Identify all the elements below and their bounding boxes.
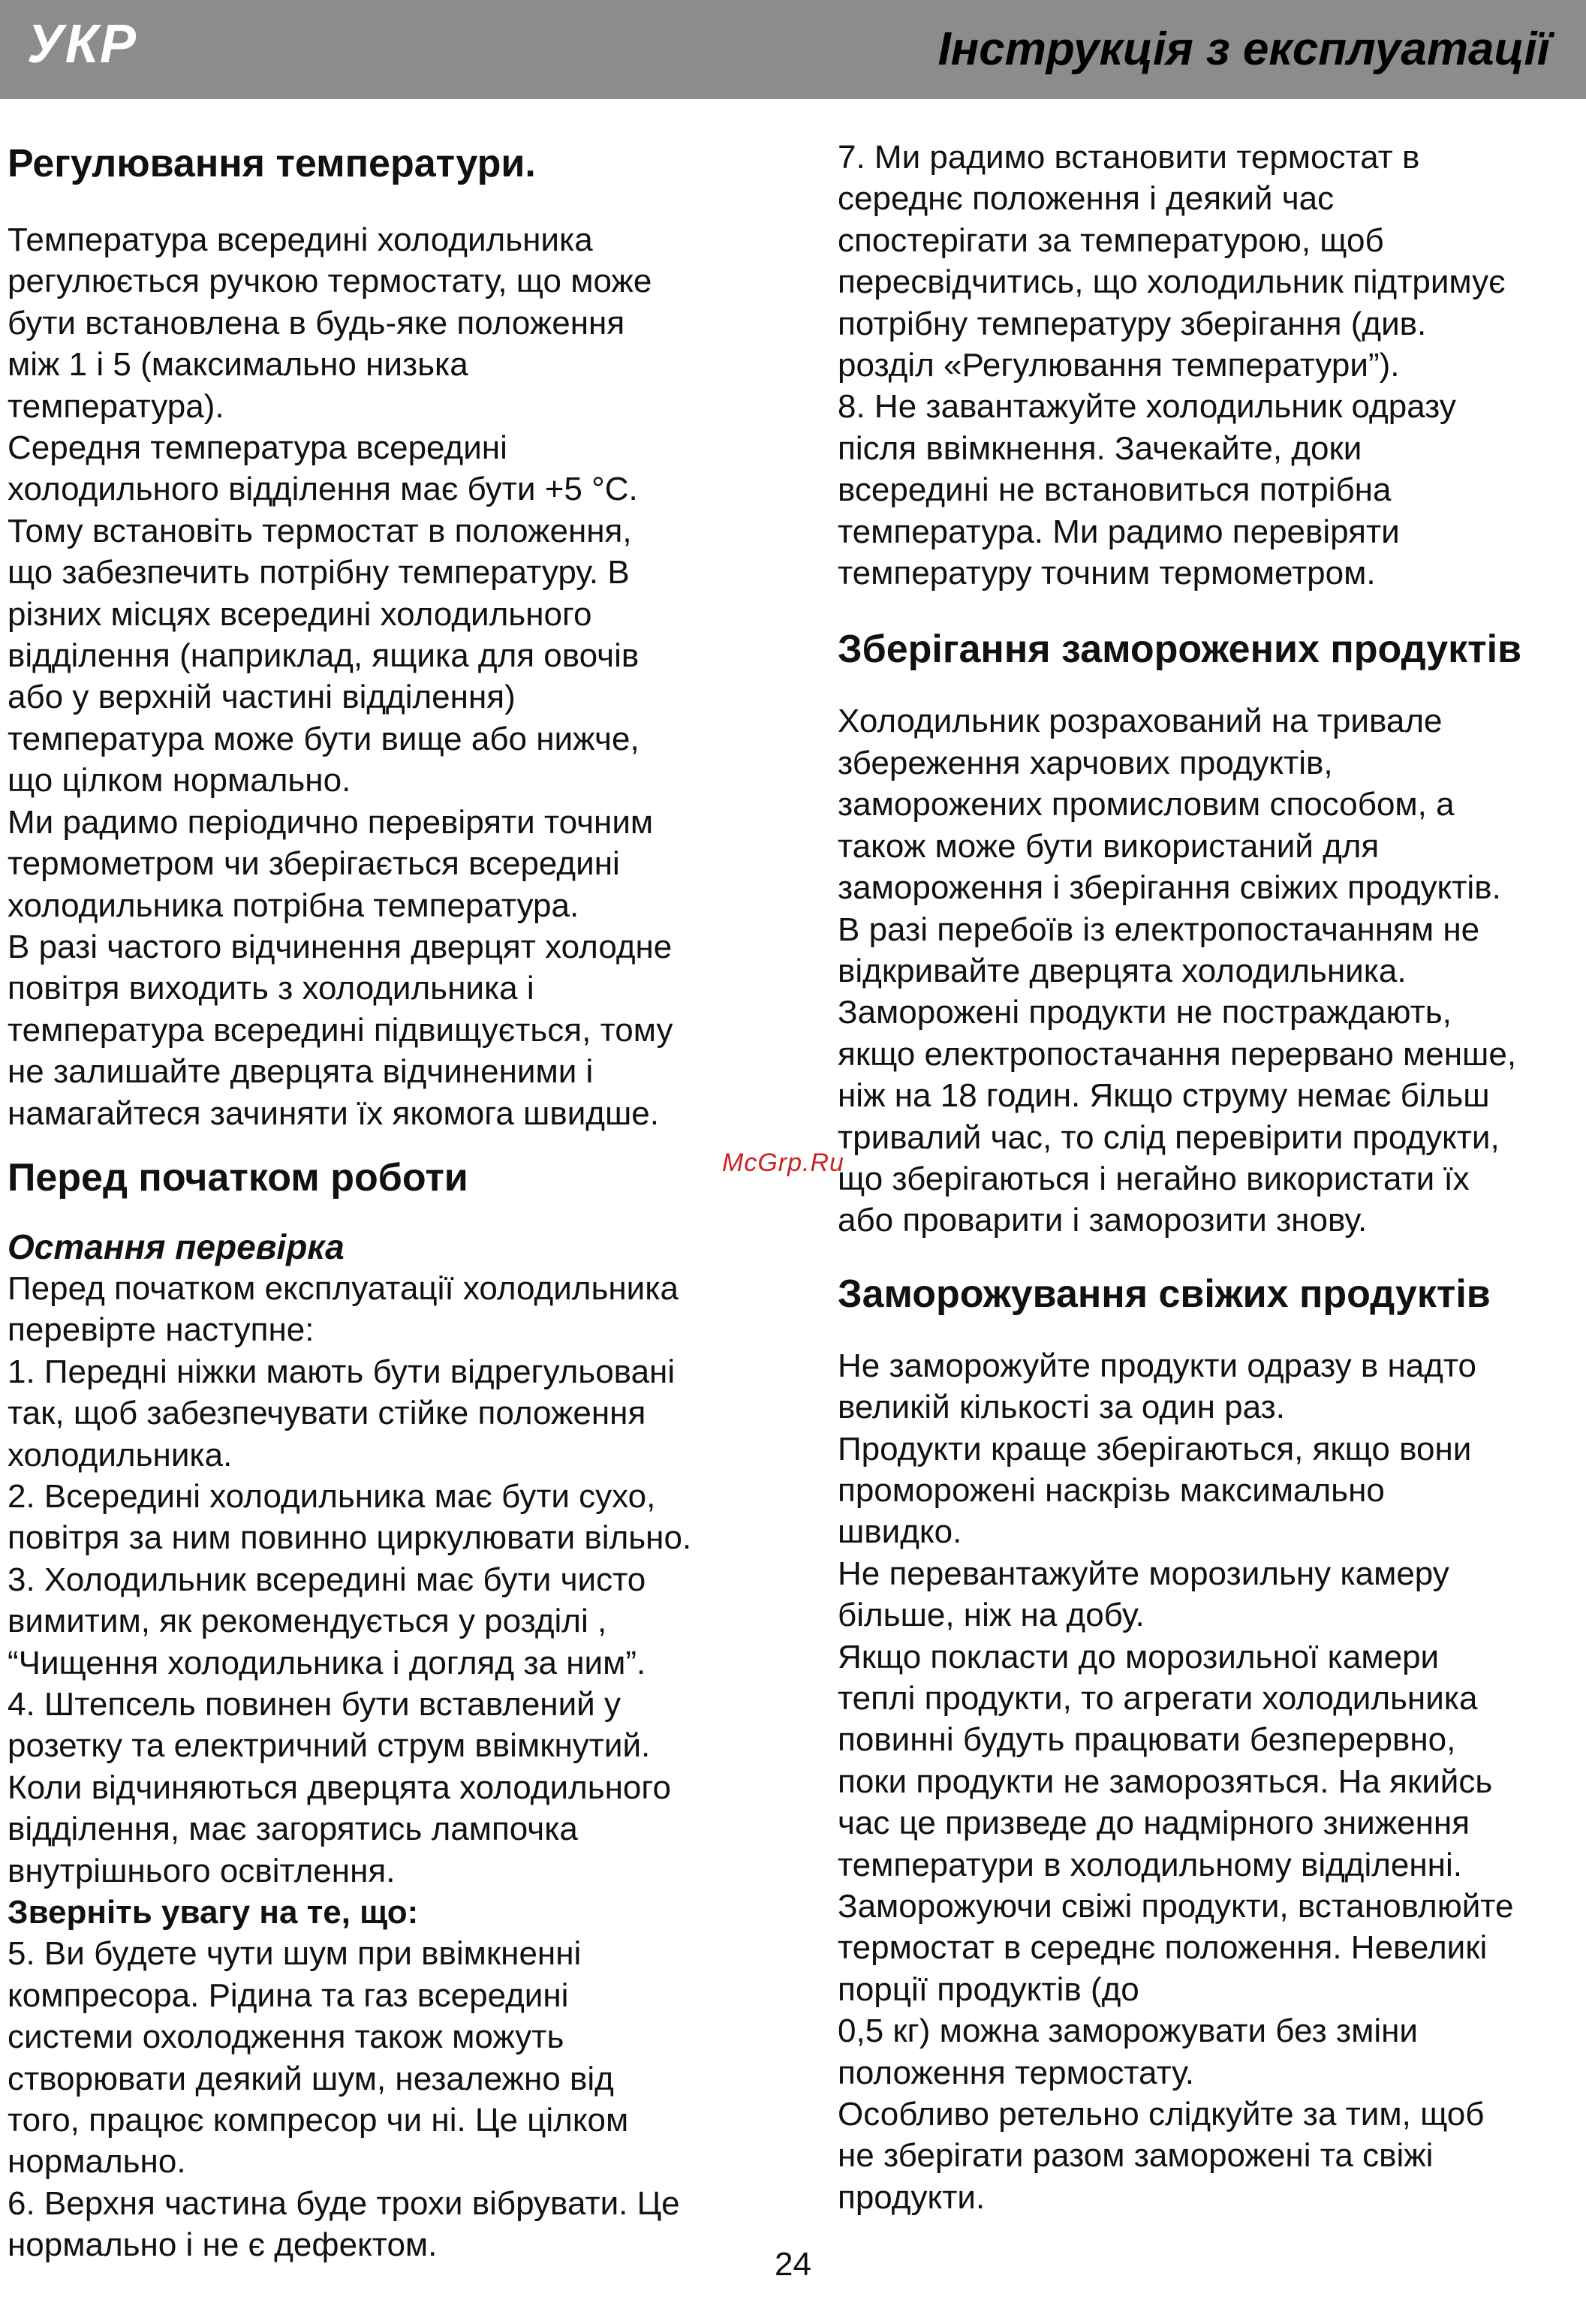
paragraph-frozen-storage: Холодильник розрахований на тривале збереження харчових продуктів, заморожених промисловим способом, а також може бути використаний для замороження і зберігання свіжих продуктів. В разі перебоїв із електропостачанням не відкривайте дверцята холодильника. Заморожені продукти не постраждають, якщо електропостачання перервано менше, ніж на 18 годин. Якщо струму немає більш тривалий час, то слід перевірити продукти, що зберігаються і негайно використати їх або проварити і заморозити знову. xyxy=(838,703,1517,1239)
paragraph-temperature: Температура всередині холодильника регулюється ручкою термостату, що може бути встановлена в будь-яке положення між 1 і 5 (максимально низька температура). Середня температура всередині холодильного відділення має бути +5 °C. Тому встановіть термостат в положення, що забезпечить потрібну температуру. В різних місцях всередині холодильного відділення (наприклад, ящика для овочів або у верхній частині відділення) температура може бути вище або нижче, що цілком нормально. Ми радимо періодично перевіряти точним термометром чи зберігається всередині холодильника потрібна температура. В разі частого відчинення дверцят холодне повітря виходить з холодильника і температура всередині підвищується, тому не залишайте дверцята відчиненими і намагайтеся зачиняти їх якомога швидше. xyxy=(8,221,673,1132)
heading-freezing-fresh: Заморожування свіжих продуктів xyxy=(838,1272,1491,1316)
page-number: 24 xyxy=(775,2246,811,2283)
heading-before-start: Перед початком роботи xyxy=(8,1155,468,1200)
paragraph-freezing-fresh: Не заморожуйте продукти одразу в надто великій кількості за один раз. Продукти краще зберігаються, якщо вони проморожені наскрізь максимально швидко. Не перевантажуйте морозильну камеру більше, ніж на добу. Якщо покласти до морозильної камери теплі продукти, то агрегати холодильника повинні будуть працювати безперервно, поки продукти не заморозяться. На якийсь час це призведе до надмірного зниження температури в холодильному відділенні. Заморожуючи свіжі продукти, встановлюйте термостат в середнє положення. Невеликі порції продуктів (до 0,5 кг) можна заморожувати без зміни положення термостату. Особливо ретельно слідкуйте за тим, щоб не зберігати разом заморожені та свіжі продукти. xyxy=(838,1347,1514,2216)
paragraph-checklist: Перед початком експлуатації холодильника перевірте наступне: 1. Передні ніжки мають бути відрегульовані так, щоб забезпечувати стійке положення холодильника. 2. Всередині холодильника має бути сухо, повітря за ним повинно циркулювати вільно. 3. Холодильник всередині має бути чисто вимитим, як рекомендується у розділі , “Чищення холодильника і догляд за ним”. 4. Штепсель повинен бути вставлений у розетку та електричний струм ввімкнутий. Коли відчиняються дверцята холодильного відділення, має загорятись лампочка внутрішнього освітлення. xyxy=(8,1269,692,1889)
watermark: McGrp.Ru xyxy=(722,1148,844,1177)
subheading-final-check: Остання перевірка xyxy=(8,1227,345,1266)
paragraph-thermostat: 7. Ми радимо встановити термостат в середнє положення і деякий час спостерігати за температурою, щоб пересвідчитись, що холодильник підтримує потрібну температуру зберігання (див. розділ «Регулювання температури”). 8. Не завантажуйте холодильник одразу після ввімкнення. Зачекайте, доки всередині не встановиться потрібна температура. Ми радимо перевіряти температуру точним термометром. xyxy=(838,139,1506,592)
language-label: УКР xyxy=(27,14,138,74)
manual-title: Інструкція з експлуатації xyxy=(937,23,1550,75)
page-header xyxy=(0,0,1586,99)
note-heading: Зверніть увагу на те, що: xyxy=(8,1894,419,1931)
paragraph-notes: 5. Ви будете чути шум при ввімкненні компресора. Рідина та газ всередині системи охолодження також можуть створювати деякий шум, незалежно від того, працює компресор чи ні. Це цілком нормально. 6. Верхня частина буде трохи вібрувати. Це нормально і не є дефектом. xyxy=(8,1935,680,2264)
right-column xyxy=(838,113,1581,2218)
heading-temperature-regulation: Регулювання температури. xyxy=(8,142,536,185)
heading-frozen-storage: Зберігання заморожених продуктів xyxy=(838,628,1522,672)
left-column xyxy=(8,113,766,2266)
